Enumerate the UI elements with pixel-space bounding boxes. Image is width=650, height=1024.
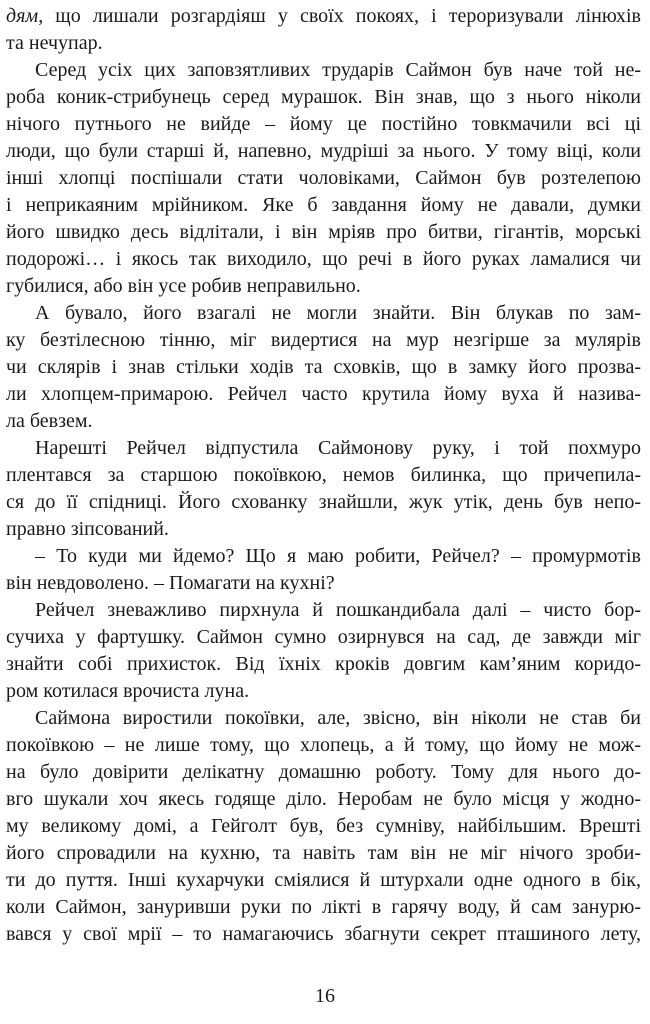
text-line: Нарешті Рейчел відпустила Саймонову руку, і той похмуро	[35, 437, 641, 459]
text-line: коли Саймон, зануривши руки по лікті в гарячу воду, й сам занурю-	[6, 896, 641, 918]
text-line: його швидко десь відлітали, і він мріяв про битви, гігантів, морські	[6, 221, 641, 243]
text-line: вався у свої мрії – то намагаючись збагнути секрет пташиного лету,	[6, 923, 641, 945]
text-line: чи склярів і знав стільки ходів та сховків, що в замку його прозва-	[6, 356, 641, 378]
text-line: Серед усіх цих заповзятливих трударів Саймон був наче той не-	[35, 59, 641, 81]
text-line: подорожі… і якось так виходило, що речі в його руках ламалися чи	[6, 248, 641, 270]
paragraph	[6, 57, 641, 300]
paragraph	[6, 543, 641, 597]
text-line: А бувало, його взагалі не могли знайти. Він блукав по зам-	[35, 302, 641, 324]
paragraph	[6, 3, 641, 57]
text-line: плентався за старшою покоївкою, немов билинка, що причепила-	[6, 464, 641, 486]
page-text-block	[6, 3, 641, 948]
text-line: ся до її спідниці. Його схованку знайшли, жук утік, день був непо-	[6, 491, 641, 513]
text-line: знайти собі прихисток. Від їхніх кроків довгим кам’яним коридо-	[6, 653, 641, 675]
text-line: люди, що були старші й, напевно, мудріші за нього. У тому віці, коли	[6, 140, 641, 162]
text-line: роба коник-стрибунець серед мурашок. Він знав, що з нього ніколи	[6, 86, 641, 108]
text-line: його спровадили на кухню, та навіть там він не міг нічого зроби-	[6, 842, 641, 864]
text-line: правно зіпсований.	[6, 518, 169, 540]
text-line: і неприкаяним мрійником. Яке б завдання йому не давали, думки	[6, 194, 641, 216]
italic-word-fragment: дям	[6, 5, 39, 27]
text-line: та нечупар.	[6, 32, 103, 54]
text-line: сучиха у фартушку. Саймон сумно озирнувся на сад, де завжди міг	[6, 626, 641, 648]
page-number: 16	[315, 985, 335, 1007]
text-line: ром котилася врочиста луна.	[6, 680, 250, 702]
text-line: інші хлопці поспішали стати чоловіками, Саймон був розтелепою	[6, 167, 641, 189]
text-line: Рейчел зневажливо пирхнула й пошкандибала далі – чисто бор-	[35, 599, 641, 621]
paragraph	[6, 705, 641, 948]
text-line: Саймона виростили покоївки, але, звісно, він ніколи не став би	[35, 707, 641, 729]
text-line: ла бевзем.	[6, 410, 93, 432]
paragraph	[6, 300, 641, 435]
paragraph	[6, 435, 641, 543]
text-line: нічого путнього не вийде – йому це постійно товкмачили всі ці	[6, 113, 641, 135]
text-line: ку безтілесною тінню, міг видертися на мур незгірше за мулярів	[6, 329, 641, 351]
text-line: на було довірити делікатну домашню роботу. Тому для нього до-	[6, 761, 641, 783]
text-line: ли хлопцем-примарою. Рейчел часто крутила йому вуха й назива-	[6, 383, 641, 405]
text-line: дям, що лишали розгардіяш у своїх покоях, і тероризували лінюхів	[6, 5, 641, 27]
text-line: покоївкою – не лише тому, що хлопець, а й тому, що йому не мож-	[6, 734, 641, 756]
text-line: му великому домі, а Гейголт був, без сумніву, найбільшим. Врешті	[6, 815, 641, 837]
paragraph	[6, 597, 641, 705]
text-line: ти до пуття. Інші кухарчуки сміялися й штурхали одне одного в бік,	[6, 869, 641, 891]
text-line: він невдоволено. – Помагати на кухні?	[6, 572, 335, 594]
text-line: вго шукали хоч якесь годяще діло. Неробам не було місця у жодно-	[6, 788, 641, 810]
text-line: – То куди ми йдемо? Що я маю робити, Рейчел? – промурмотів	[35, 545, 641, 567]
text-line: губилися, або він усе робив неправильно.	[6, 275, 361, 297]
